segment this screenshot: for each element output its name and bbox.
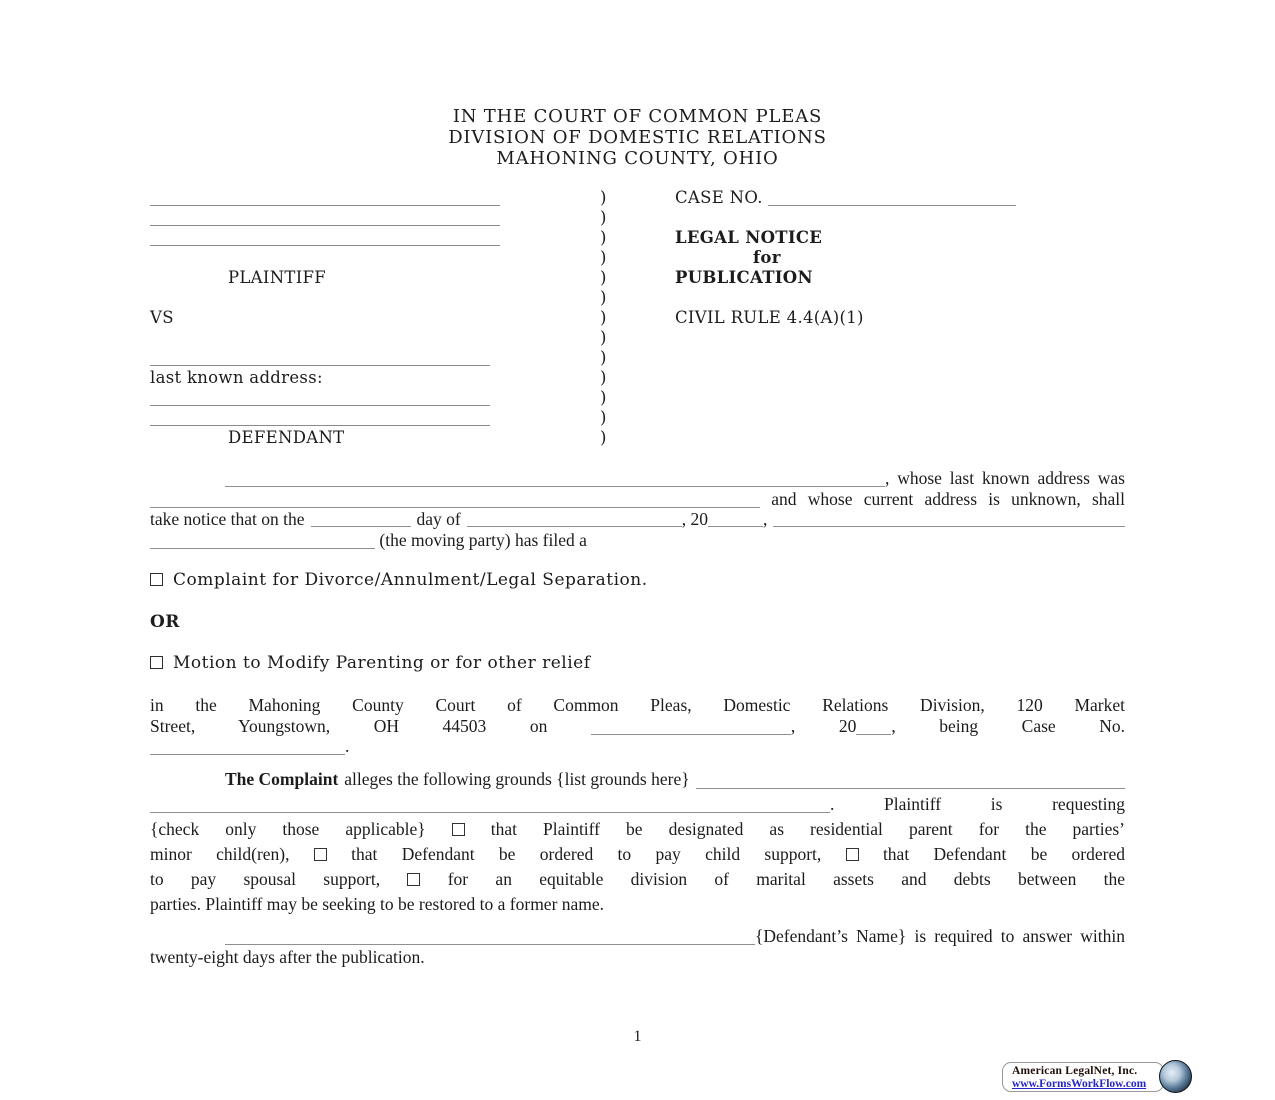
caption-paren: ) (600, 228, 607, 247)
checkbox-equitable-division[interactable] (407, 873, 420, 886)
court-info-line2-text-3: , being Case No. (891, 715, 1125, 736)
checkbox-motion-modify[interactable] (150, 656, 163, 669)
notice-line3-text-2: day of (416, 509, 461, 529)
grounds-field-2[interactable] (150, 811, 830, 813)
globe-icon (1159, 1060, 1192, 1093)
notice-paragraph (150, 468, 1125, 550)
checkbox-residential-parent[interactable] (452, 823, 465, 836)
logo-box (1002, 1062, 1164, 1092)
complaint-line1-text: alleges the following grounds {list grounds here} (344, 769, 690, 789)
complaint-line4-text-1: minor child(ren), (150, 844, 290, 864)
notice-line2-text: and whose current address is unknown, shall (771, 488, 1125, 509)
caption-paren: ) (600, 328, 607, 347)
document-header (150, 106, 1125, 169)
notice-title-line2: for (753, 248, 781, 267)
logo-company-name: American LegalNet, Inc. (1012, 1065, 1138, 1077)
notice-title-line1: LEGAL NOTICE (675, 228, 823, 247)
defendant-name-blank[interactable] (225, 485, 885, 487)
civil-rule-reference: CIVIL RULE 4.4(A)(1) (675, 308, 864, 327)
formsworkflow-link[interactable]: www.FormsWorkFlow.com (1012, 1078, 1147, 1090)
court-info-paragraph (150, 695, 1125, 757)
court-info-line2-text-2: , 20 (790, 715, 857, 736)
grounds-field-1[interactable] (696, 787, 1125, 789)
complaint-option-row (150, 570, 648, 590)
complaint-line3-text-1: {check only those applicable} (150, 819, 426, 839)
caption-paren: ) (600, 288, 607, 307)
court-info-line2-text-1: Street, Youngstown, OH 44503 on (150, 715, 548, 736)
year-field[interactable] (708, 525, 763, 527)
complaint-line4-text-2: that Defendant be ordered to pay child support, (351, 844, 822, 864)
complaint-line2-period: . (830, 794, 835, 814)
caption-paren: ) (600, 188, 607, 207)
header-county-line: MAHONING COUNTY, OHIO (496, 148, 779, 169)
caption-parties-column (150, 188, 510, 448)
caption-title-column (675, 188, 1125, 328)
complaint-line2-text: Plaintiff is requesting (884, 794, 1125, 814)
last-known-address-label: last known address: (150, 368, 323, 387)
american-legalnet-logo (1002, 1060, 1195, 1094)
day-field[interactable] (311, 525, 411, 527)
complaint-line6-text: parties. Plaintiff may be seeking to be restored to a former name. (150, 894, 605, 914)
case-no-inline-field[interactable] (150, 753, 345, 755)
moving-party-field-2[interactable] (150, 547, 375, 549)
notice-line1-text: , whose last known address was (885, 468, 1125, 488)
defendant-label: DEFENDANT (228, 428, 345, 447)
checkbox-complaint-divorce[interactable] (150, 573, 163, 586)
motion-option-label: Motion to Modify Parenting or for other relief (173, 653, 591, 673)
complaint-bold-lead: The Complaint (225, 769, 339, 789)
plaintiff-name-line-2[interactable] (150, 208, 500, 226)
caption-paren: ) (600, 248, 607, 267)
page-number: 1 (633, 1028, 642, 1045)
plaintiff-label: PLAINTIFF (228, 268, 327, 287)
vs-label: VS (150, 308, 174, 327)
caption-paren: ) (600, 388, 607, 407)
caption-paren: ) (600, 368, 607, 387)
checkbox-spousal-support[interactable] (846, 848, 859, 861)
last-known-address-blank[interactable] (150, 506, 760, 508)
defendant-name-line[interactable] (150, 348, 490, 366)
filing-year-field[interactable] (856, 733, 891, 735)
defendant-address-line-2[interactable] (150, 408, 490, 426)
plaintiff-name-line-3[interactable] (150, 228, 500, 246)
notice-line4-text: (the moving party) has filed a (379, 529, 587, 550)
plaintiff-name-line-1[interactable] (150, 188, 500, 206)
complaint-line5-text-2: for an equitable division of marital assets and debts between the (447, 869, 1125, 889)
month-field[interactable] (467, 525, 682, 527)
case-no-label: CASE NO. (675, 188, 763, 207)
answer-line1-text: {Defendant’s Name} is required to answer within (755, 926, 1125, 946)
answer-line2-text: twenty-eight days after the publication. (150, 946, 425, 967)
notice-line3-text-4: , (763, 509, 768, 529)
caption-paren-column (600, 188, 620, 448)
defendant-address-line-1[interactable] (150, 388, 490, 406)
caption-paren: ) (600, 428, 607, 447)
notice-line3-text-3: , 20 (681, 509, 709, 529)
caption-paren: ) (600, 268, 607, 287)
or-label: OR (150, 612, 180, 632)
checkbox-child-support[interactable] (314, 848, 327, 861)
filing-date-field[interactable] (591, 733, 791, 735)
motion-option-row (150, 653, 591, 673)
caption-paren: ) (600, 308, 607, 327)
case-caption (150, 188, 1125, 456)
court-info-line3-text: . (345, 736, 350, 756)
header-division-line: DIVISION OF DOMESTIC RELATIONS (448, 127, 827, 148)
notice-line3-text-1: take notice that on the (150, 509, 305, 529)
complaint-line3-text-2: that Plaintiff be designated as residential parent for the parties’ (490, 819, 1126, 839)
complaint-line5-text-1: to pay spousal support, (150, 869, 381, 889)
complaint-option-label: Complaint for Divorce/Annulment/Legal Separation. (173, 570, 648, 590)
answer-paragraph (150, 926, 1125, 967)
defendant-name-answer-field[interactable] (225, 943, 755, 945)
court-info-line1: in the Mahoning County Court of Common Pleas, Domestic Relations Division, 120 Market (150, 695, 1125, 715)
caption-paren: ) (600, 208, 607, 227)
complaint-line4-text-3: that Defendant be ordered (882, 844, 1125, 864)
complaint-paragraph (150, 767, 1125, 917)
moving-party-field-1[interactable] (773, 525, 1125, 527)
caption-paren: ) (600, 408, 607, 427)
notice-title-line3: PUBLICATION (675, 268, 813, 287)
header-court-line: IN THE COURT OF COMMON PLEAS (452, 106, 823, 127)
case-no-field[interactable] (768, 204, 1016, 206)
caption-paren: ) (600, 348, 607, 367)
